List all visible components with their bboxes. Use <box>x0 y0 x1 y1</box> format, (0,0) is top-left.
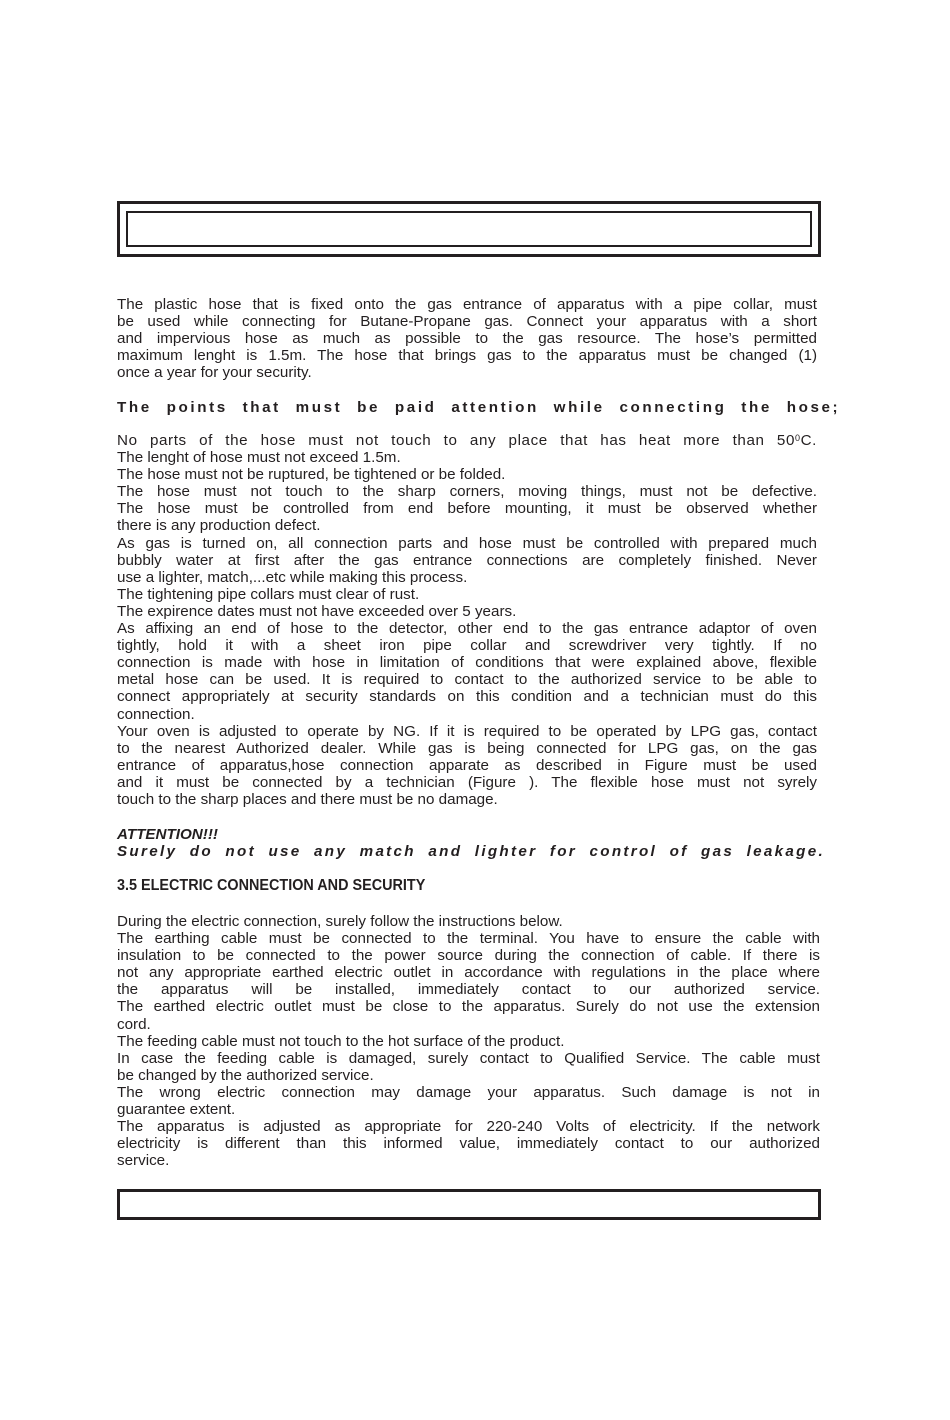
points-line: As affixing an end of hose to the detector, other end to the gas entrance adaptor of oven <box>117 620 817 638</box>
points-first-line: No parts of the hose must not touch to any place that has heat more than $50^0C$. <box>117 432 817 449</box>
points-line: metal hose can be used. It is required to contact to the authorized service to be able to <box>117 671 817 689</box>
points-line: touch to the sharp places and there must be no damage. <box>117 790 498 808</box>
electric-line: cord. <box>117 1015 151 1033</box>
points-line: tightly, hold it with a sheet iron pipe collar and screwdriver very tightly. If no <box>117 637 817 655</box>
section-heading: 3.5 ELECTRIC CONNECTION AND SECURITY <box>117 877 426 894</box>
intro-line: be used while connecting for Butane-Propane gas. Connect your apparatus with a short <box>117 313 817 331</box>
electric-paragraph <box>117 913 820 1169</box>
electric-line: The wrong electric connection may damage your apparatus. Such damage is not in <box>117 1083 820 1101</box>
electric-line: In case the feeding cable is damaged, surely contact to Qualified Service. The cable must <box>117 1049 820 1067</box>
attention-text: Surely do not use any match and lighter for control of gas leakage. <box>117 843 825 860</box>
points-line: there is any production defect. <box>117 517 321 535</box>
header-title-inner-frame <box>126 211 812 247</box>
points-line: and it must be connected by a technician (Figure ). The flexible hose must not syrely <box>117 773 817 791</box>
intro-paragraph <box>117 296 817 381</box>
points-line: use a lighter, match,...etc while making this process. <box>117 568 468 586</box>
electric-line: the apparatus will be installed, immediately contact to our authorized service. <box>117 981 820 999</box>
electric-line: The apparatus is adjusted as appropriate for 220-240 Volts of electricity. If the network <box>117 1118 820 1136</box>
points-line: connection. <box>117 705 195 723</box>
points-line: to the nearest Authorized dealer. While gas is being connected for LPG gas, on the gas <box>117 739 817 757</box>
electric-line: The earthed electric outlet must be close to the apparatus. Surely do not use the extension <box>117 998 820 1016</box>
electric-line: The feeding cable must not touch to the hot surface of the product. <box>117 1032 565 1050</box>
electric-line: not any appropriate earthed electric outlet in accordance with regulations in the place where <box>117 964 820 982</box>
points-line: connect appropriately at security standards on this condition and a technician must do this <box>117 688 817 706</box>
attention-title: ATTENTION!!! <box>117 826 218 843</box>
electric-line: electricity is different than this informed value, immediately contact to our authorized <box>117 1135 820 1153</box>
points-line: The expirence dates must not have exceeded over 5 years. <box>117 602 517 620</box>
points-line: bubbly water at first after the gas entrance connections are completely finished. Never <box>117 551 817 569</box>
header-title-frame <box>117 201 821 257</box>
points-line: The hose must not touch to the sharp corners, moving things, must not be defective. <box>117 483 817 501</box>
points-heading: The points that must be paid attention while connecting the hose; <box>117 399 841 416</box>
electric-line: The earthing cable must be connected to the terminal. You have to ensure the cable with <box>117 930 820 948</box>
points-line: The hose must be controlled from end before mounting, it must be observed whether <box>117 500 817 518</box>
intro-line: The plastic hose that is fixed onto the gas entrance of apparatus with a pipe collar, must <box>117 296 817 313</box>
points-line: The lenght of hose must not exceed 1.5m. <box>117 449 401 467</box>
intro-line: and impervious hose as much as possible to the gas resource. The hose’s permitted <box>117 330 817 348</box>
section-heading-block <box>117 877 817 895</box>
points-heading-block <box>117 399 841 416</box>
electric-line: be changed by the authorized service. <box>117 1066 374 1084</box>
points-line: As gas is turned on, all connection parts and hose must be controlled with prepared much <box>117 534 817 552</box>
points-line: connection is made with hose in limitation of conditions that were explained above, flexible <box>117 654 817 672</box>
points-line: The tightening pipe collars must clear of rust. <box>117 585 420 603</box>
intro-line: once a year for your security. <box>117 364 312 382</box>
points-line: entrance of apparatus,hose connection apparate as described in Figure must be used <box>117 756 817 774</box>
footer-frame <box>117 1189 821 1220</box>
electric-line: service. <box>117 1152 170 1170</box>
electric-line: insulation to be connected to the power source during the connection of cable. If there is <box>117 947 820 965</box>
attention-block <box>117 826 825 860</box>
points-line: The hose must not be ruptured, be tightened or be folded. <box>117 466 506 484</box>
intro-line: maximum lenght is 1.5m. The hose that brings gas to the apparatus must be changed (1) <box>117 347 817 365</box>
electric-line: During the electric connection, surely follow the instructions below. <box>117 913 563 930</box>
points-paragraph <box>117 432 817 808</box>
electric-line: guarantee extent. <box>117 1101 236 1119</box>
points-line: Your oven is adjusted to operate by NG. If it is required to be operated by LPG gas, contact <box>117 722 817 740</box>
